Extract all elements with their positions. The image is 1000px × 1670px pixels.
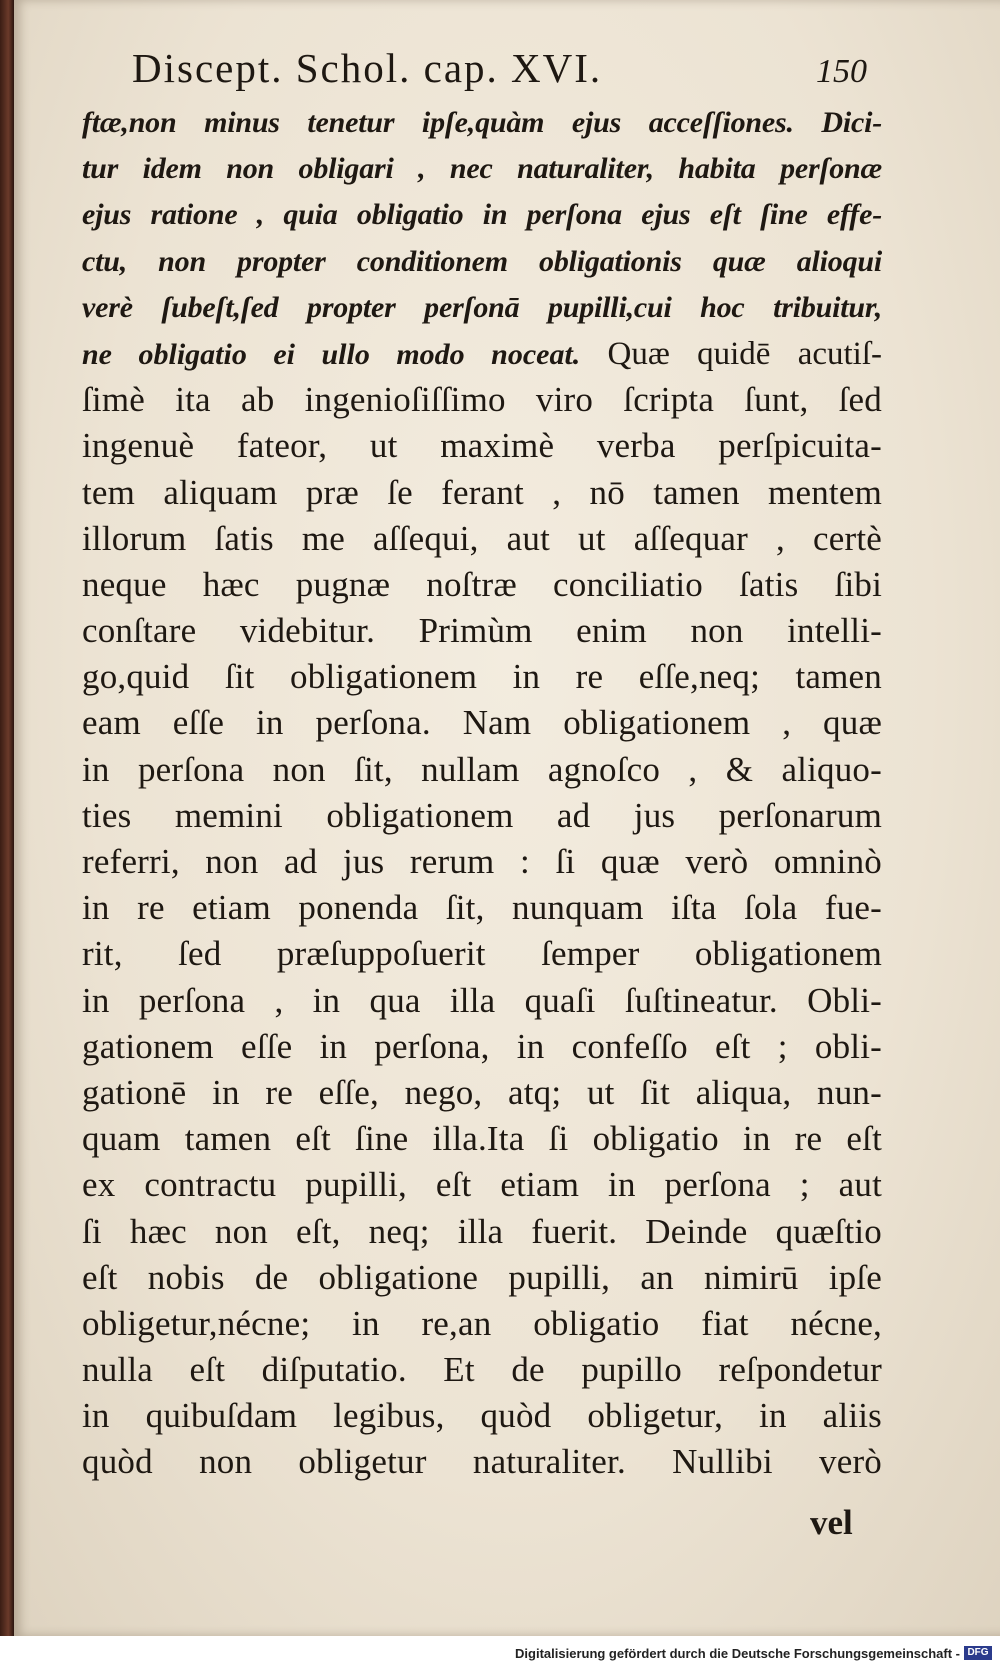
text-line: verè ſubeſt,ſed propter perſonā pupilli,cui hoc tribuitur,	[82, 290, 882, 324]
text-line: obligetur,nécne; in re,an obligatio fiat nécne,	[82, 1303, 882, 1343]
book-page	[14, 0, 1000, 1636]
text-line: ſi hæc non eſt, neq; illa fuerit. Deinde quæſtio	[82, 1211, 882, 1251]
text-line: tur idem non obligari , nec naturaliter, habita perſonæ	[82, 152, 882, 186]
text-line: ctu, non propter conditionem obligationis quæ alioqui	[82, 244, 882, 278]
text-line: ingenuè fateor, ut maximè verba perſpicuita-	[82, 426, 882, 466]
text-line: in perſona non ſit, nullam agnoſco , & aliquo-	[82, 749, 882, 789]
text-line: ejus ratione , quia obligatio in perſona ejus eſt ſine effe-	[82, 198, 882, 232]
text-line: nulla eſt diſputatio. Et de pupillo reſpondetur	[82, 1350, 882, 1390]
roman-text: Quæ quidē acutiſ-	[580, 335, 882, 372]
text-line: in quibuſdam legibus, quòd obligetur, in aliis	[82, 1396, 882, 1436]
text-line: go,quid ſit obligationem in re eſſe,neq; tamen	[82, 657, 882, 697]
text-line: referri, non ad jus rerum : ſi quæ verò omninò	[82, 842, 882, 881]
text-line: illorum ſatis me aſſequi, aut ut aſſequar , certè	[82, 518, 882, 558]
book-spine	[0, 0, 14, 1640]
funding-credit: Digitalisierung gefördert durch die Deutsche Forschungsgemeinschaft -	[515, 1646, 960, 1661]
page-number: 150	[816, 53, 867, 90]
text-line: ex contractu pupilli, eſt etiam in perſona ; aut	[82, 1165, 882, 1205]
text-line: gationē in re eſſe, nego, atq; ut ſit aliqua, nun-	[82, 1072, 882, 1112]
text-line: quam tamen eſt ſine illa.Ita ſi obligatio in re eſt	[82, 1119, 882, 1159]
body-text	[82, 100, 882, 1486]
text-line: conſtare videbitur. Primùm enim non intelli-	[82, 611, 882, 651]
italic-text: ne obligatio ei ullo modo noceat.	[82, 337, 581, 371]
text-line: ties memini obligationem ad jus perſonarum	[82, 795, 882, 835]
text-line: in perſona , in qua illa quaſi ſuſtineatur. Obli-	[82, 980, 882, 1020]
catchword: vel	[810, 1503, 853, 1542]
text-line: eam eſſe in perſona. Nam obligationem , quæ	[82, 703, 882, 743]
page-header	[132, 44, 867, 94]
running-head: Discept. Schol. cap. XVI.	[132, 45, 603, 91]
text-line: gationem eſſe in perſona, in confeſſo eſt ; obli-	[82, 1026, 882, 1066]
dfg-logo: DFG	[964, 1646, 992, 1660]
text-line: tem aliquam præ ſe ferant , nō tamen mentem	[82, 472, 882, 512]
text-line: quòd non obligetur naturaliter. Nullibi verò	[82, 1442, 882, 1482]
text-line: rit, ſed præſuppoſuerit ſemper obligationem	[82, 934, 882, 974]
text-line: ftæ,non minus tenetur ipſe,quàm ejus acceſſiones. Dici-	[82, 106, 882, 139]
text-line: ſimè ita ab ingenioſiſſimo viro ſcripta ſunt, ſed	[82, 380, 882, 420]
text-line	[82, 331, 882, 377]
text-line: eſt nobis de obligatione pupilli, an nimirū ipſe	[82, 1257, 882, 1297]
text-line: neque hæc pugnæ noſtræ conciliatio ſatis ſibi	[82, 564, 882, 604]
digitization-footer	[0, 1636, 1000, 1670]
text-line: in re etiam ponenda ſit, nunquam iſta ſola fue-	[82, 888, 882, 928]
